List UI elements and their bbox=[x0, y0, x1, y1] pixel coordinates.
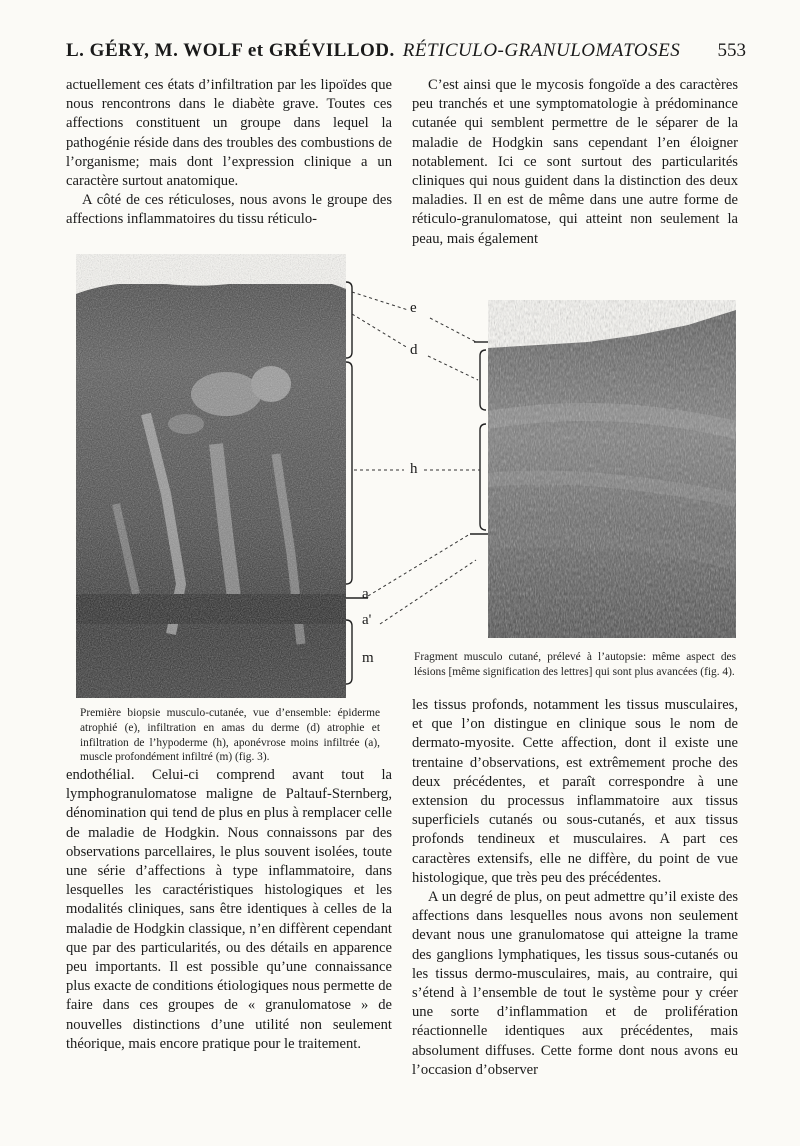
header-title: RÉTICULO-GRANULOMATOSES bbox=[402, 40, 681, 61]
running-header bbox=[66, 40, 746, 70]
header-authors: L. GÉRY, M. WOLF et GRÉVILLOD. bbox=[66, 40, 395, 61]
paragraph: A un degré de plus, on peut admettre qu’il existe des affections dans lesquelles nous avons non seulement devant nous une granulomatose qui atteigne la trame des ganglions lymphatiques, les tissus sous-cutanés ou les tissus dermo-musculaires, mais, au contraire, qui s’étend à l’ensemble de tout le système pour y créer une sorte d’inflammation et de prolifération réactionnelle identiques aux précédentes, mais absolument diffuses. Cette forme dont nous avons eu l’occasion d’observer bbox=[412, 889, 738, 1078]
column-left-bottom bbox=[66, 766, 392, 1054]
figure-label-d: d bbox=[410, 342, 418, 358]
paragraph: A côté de ces réticuloses, nous avons le groupe des affections inflammatoires du tissu réticulo- bbox=[66, 192, 392, 228]
figure-label-e: e bbox=[410, 300, 417, 316]
figure-label-h: h bbox=[410, 461, 418, 477]
paragraph: C’est ainsi que le mycosis fongoïde a des caractères peu tranchés et une symptomatologie à prédominance cutanée qui semblent permettre de le séparer de la maladie de Hodgkin sans cependant l’en éloigner notablement. Ici ce sont surtout des particularités cliniques qui nous guident dans la distinction des deux maladies. Il en est de même dans une autre forme de réticulo-granulomatose, qui atteint non seulement la peau, mais également bbox=[412, 77, 738, 247]
figure-4-micrograph bbox=[488, 300, 736, 638]
paragraph: actuellement ces états d’infiltration par les lipoïdes que nous rencontrons dans le diabète grave. Toutes ces affections constituent un groupe dans lequel la pathogénie réside dans des troubles des combustions de l’organisme; mais dont l’expression clinique a un caractère surtout anatomique. bbox=[66, 77, 392, 190]
figure-label-m: m bbox=[362, 650, 374, 666]
figure-3-micrograph bbox=[76, 254, 346, 698]
column-left-top bbox=[66, 76, 392, 230]
figure-4-caption: Fragment musculo cutané, prélevé à l’autopsie: même aspect des lésions [même signification des lettres] qui sont plus avancées (fig. 4). bbox=[414, 651, 736, 678]
column-right-top bbox=[412, 76, 738, 249]
figure-label-a-prime: a' bbox=[362, 612, 372, 628]
column-right-bottom bbox=[412, 696, 738, 1080]
paragraph: les tissus profonds, notamment les tissus musculaires, et que l’on distingue en clinique sous le nom de dermato-myosite. Cette affection, dont il existe une trentaine d’observations, est extrêmement proche des deux précédentes, et paraît correspondre à une extension du processus inflammatoire aux tissus superficiels cutanés ou sous-cutanés, et aux tissus profonds tendineux et musculaires. A part ces caractères extensifs, elle ne diffère, du point de vue histologique, que très peu des précédentes. bbox=[412, 697, 738, 886]
micrograph-3-image bbox=[76, 254, 346, 698]
micrograph-4-image bbox=[488, 300, 736, 638]
paragraph: endothélial. Celui-ci comprend avant tout la lymphogranulomatose maligne de Paltauf-Sternberg, dénomination qui tend de plus en plus à remplacer celle de maladie de Hodgkin. Nous connaissons par des observations parcellaires, le plus souvent isolées, toute une série d’affections à type inflammatoire, dans lesquelles les caractéristiques histologiques et les modalités cliniques, sans être identiques à celles de la maladie de Hodgkin classique, n’en diffèrent cependant que par des particularités, ou des détails en apparence peu importants. Il est possible qu’une connaissance plus exacte de conditions étiologiques nous permette de faire dans ces groupes de « granulomatose » de nouvelles distinctions d’une utilité non seulement théorique, mais encore pratique pour le traitement. bbox=[66, 767, 392, 1052]
figure-3-caption: Première biopsie musculo-cutanée, vue d’ensemble: épiderme atrophié (e), infiltration en amas du derme (d) atrophie et infiltration de l’hypoderme (h), aponévrose moins infiltrée (a), muscle profondément infiltré (m) (fig. 3). bbox=[80, 707, 380, 764]
figure-label-a: a bbox=[362, 586, 369, 602]
page-number: 553 bbox=[717, 40, 746, 61]
